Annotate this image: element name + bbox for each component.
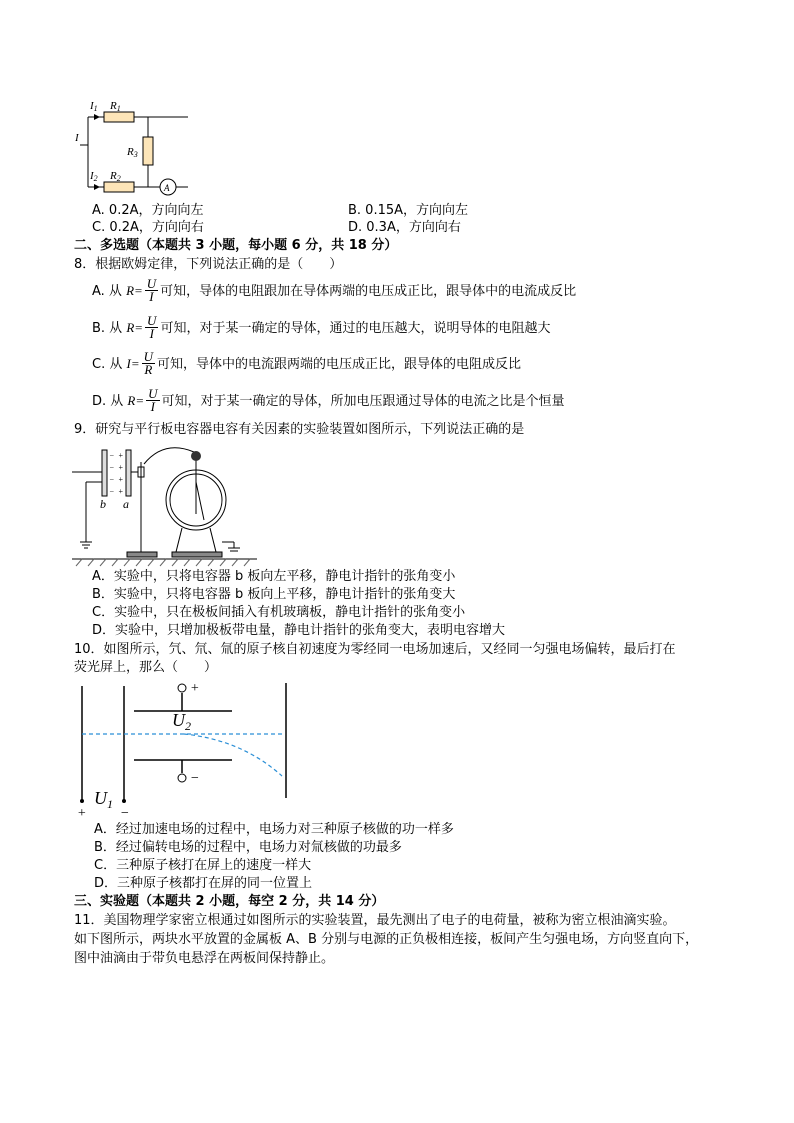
q7-option-c: C. 0.2A，方向向右 [92,220,204,235]
left-minus: − [120,806,130,821]
q9-option-d: D．实验中，只增加极板带电量，静电计指针的张角变大，表明电容增大 [92,623,506,638]
q7-option-d: D. 0.3A，方向向右 [348,220,461,235]
q8-a-fraction: $\frac{U}{I}$ [146,276,157,304]
deflection-diagram [72,678,292,821]
q9-option-a: A．实验中，只将电容器 b 板向左平移，静电计指针的张角变小 [92,569,456,584]
svg-text:−: − [109,451,115,460]
q8-stem: 8．根据欧姆定律，下列说法正确的是（ ） [74,257,343,272]
q8-c-fraction: $\frac{U}{R}$ [143,349,153,377]
svg-text:−: − [109,463,115,472]
label-R2: R2 [110,170,121,183]
svg-text:−: − [109,475,115,484]
label-R1: R1 [110,100,121,113]
q8-option-b [92,313,551,341]
q11-line3: 图中油滴由于带负电悬浮在两板间保持静止。 [74,951,335,966]
q10-stem-line1: 10．如图所示，氕、氘、氚的原子核自初速度为零经同一电场加速后，又经同一匀强电场偏转，最后打在 [74,642,676,657]
label-U1: $U_1$ [94,788,113,811]
q8-option-d [92,386,565,414]
label-I: I [75,132,79,144]
q7-option-a: A. 0.2A，方向向左 [92,203,204,218]
q8-b-text: 可知，对于某一确定的导体，通过的电压越大，说明导体的电阻越大 [160,321,551,336]
ammeter-label: A [164,183,170,193]
q9-option-b: B．实验中，只将电容器 b 板向上平移，静电计指针的张角变大 [92,587,456,602]
label-U2: $U_2$ [172,710,191,733]
q8-d-text: 可知，对于某一确定的导体，所加电压跟通过导体的电流之比是个恒量 [161,394,565,409]
svg-text:+: + [118,487,124,496]
q8-b-fraction: $\frac{U}{I}$ [147,313,157,341]
label-b: b [100,497,106,511]
label-I2: I2 [90,170,98,183]
label-R3: R3 [127,146,138,159]
section3-title: 三、实验题（本题共 2 小题，每空 2 分，共 14 分） [74,894,385,909]
q8-option-c [92,349,521,377]
q11-line1: 11．美国物理学家密立根通过如图所示的实验装置，最先测出了电子的电荷量，被称为密立根油滴实验。 [74,913,676,928]
q8-a-text: 可知，导体的电阻跟加在导体两端的电压成正比，跟导体中的电流成反比 [160,284,577,299]
q10-option-b: B．经过偏转电场的过程中，电场力对氚核做的功最多 [94,840,402,855]
left-plus: + [77,806,87,821]
section2-title: 二、多选题（本题共 3 小题，每小题 6 分，共 18 分） [74,238,398,253]
q10-stem-line2: 荧光屏上，那么（ ） [74,660,218,675]
q10-option-a: A．经过加速电场的过程中，电场力对三种原子核做的功一样多 [94,822,454,837]
svg-text:+: + [118,463,124,472]
svg-text:+: + [118,475,124,484]
q8-d-fraction: $\frac{U}{I}$ [148,386,158,414]
bottom-minus: − [190,771,200,786]
top-plus: + [190,681,200,696]
q8-b-lhs: R= [126,320,144,335]
q8-d-prefix: D. 从 [92,394,128,409]
q8-a-lhs: R= [126,283,143,298]
circuit-diagram [70,95,200,200]
q8-option-a [92,276,577,304]
q8-c-lhs: I= [126,356,140,371]
q7-option-b: B. 0.15A，方向向左 [348,203,469,218]
q8-c-text: 可知，导体中的电流跟两端的电压成正比，跟导体的电阻成反比 [156,357,521,372]
q8-a-prefix: A. 从 [92,284,127,299]
q10-option-d: D．三种原子核都打在屏的同一位置上 [94,876,313,891]
q8-b-prefix: B. 从 [92,321,127,336]
q8-d-lhs: R= [127,393,145,408]
label-a: a [123,497,129,511]
q11-line2: 如下图所示，两块水平放置的金属板 A、B 分别与电源的正负极相连接，板间产生匀强电场，方向竖直向下， [74,932,699,947]
q10-option-c: C．三种原子核打在屏上的速度一样大 [94,858,312,873]
label-I1: I1 [90,100,98,113]
svg-text:−: − [109,487,115,496]
svg-text:+: + [118,451,124,460]
q9-stem: 9．研究与平行板电容器电容有关因素的实验装置如图所示，下列说法正确的是 [74,422,525,437]
q8-c-prefix: C. 从 [92,357,127,372]
electrometer-apparatus [72,442,257,567]
q9-option-c: C．实验中，只在极板间插入有机玻璃板，静电计指针的张角变小 [92,605,466,620]
